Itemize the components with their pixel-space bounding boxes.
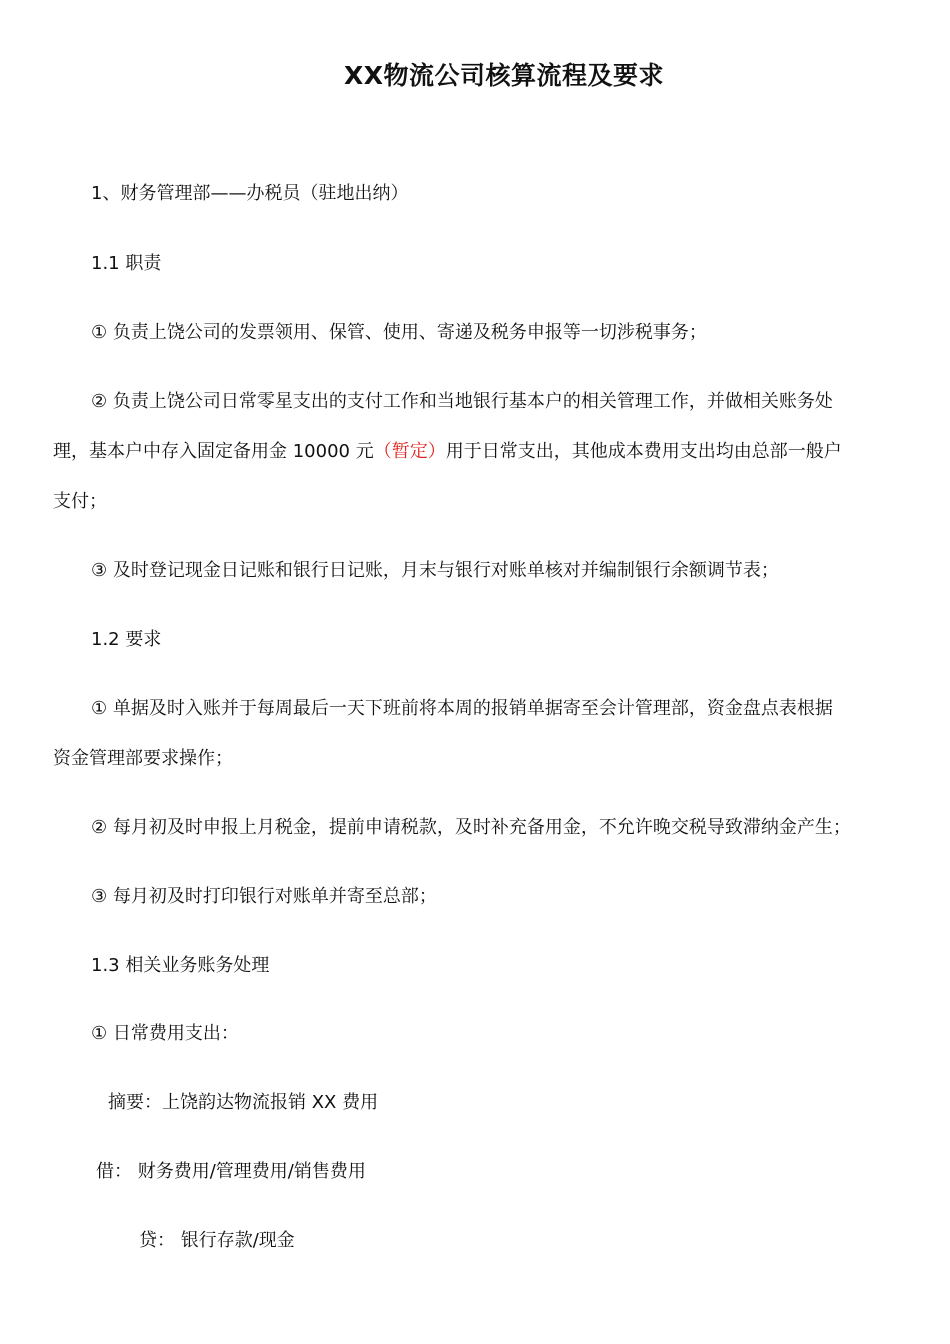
requirement-item-1-line-1: ① 单据及时入账并于每周最后一天下班前将本周的报销单据寄至会计管理部，资金盘点表根据 (91, 698, 833, 719)
section-1-1-heading: 1.1 职责 (91, 253, 162, 274)
duty-item-3: ③ 及时登记现金日记账和银行日记账，月末与银行对账单核对并编制银行余额调节表； (91, 560, 779, 581)
duty-item-2-line-2 (53, 440, 842, 464)
duty-item-1: ① 负责上饶公司的发票领用、保管、使用、寄递及税务申报等一切涉税事务； (91, 322, 707, 343)
duty-item-2-text-a: 理，基本户中存入固定备用金 10000 元 (53, 441, 374, 462)
requirement-item-3: ③ 每月初及时打印银行对账单并寄至总部； (91, 886, 437, 907)
duty-item-2-text-b: 用于日常支出，其他成本费用支出均由总部一般户 (445, 441, 842, 462)
requirement-item-2: ② 每月初及时申报上月税金，提前申请税款，及时补充备用金，不允许晚交税导致滞纳金产生； (91, 817, 851, 838)
entry-summary: 摘要：上饶韵达物流报销 XX 费用 (108, 1092, 379, 1113)
section-1-3-heading: 1.3 相关业务账务处理 (91, 955, 270, 976)
requirement-item-1-line-2: 资金管理部要求操作； (53, 748, 233, 769)
entry-credit: 贷： 银行存款/现金 (139, 1230, 295, 1251)
provisional-note: （暂定） (373, 441, 446, 462)
section-1-2-heading: 1.2 要求 (91, 629, 162, 650)
accounting-item-1: ① 日常费用支出： (91, 1023, 239, 1044)
duty-item-2-line-3: 支付； (53, 491, 107, 512)
entry-debit: 借： 财务费用/管理费用/销售费用 (96, 1161, 366, 1182)
duty-item-2-line-1: ② 负责上饶公司日常零星支出的支付工作和当地银行基本户的相关管理工作，并做相关账务处 (91, 391, 833, 412)
section-1-heading: 1、财务管理部——办税员（驻地出纳） (91, 183, 409, 204)
document-title: XX物流公司核算流程及要求 (343, 61, 665, 90)
